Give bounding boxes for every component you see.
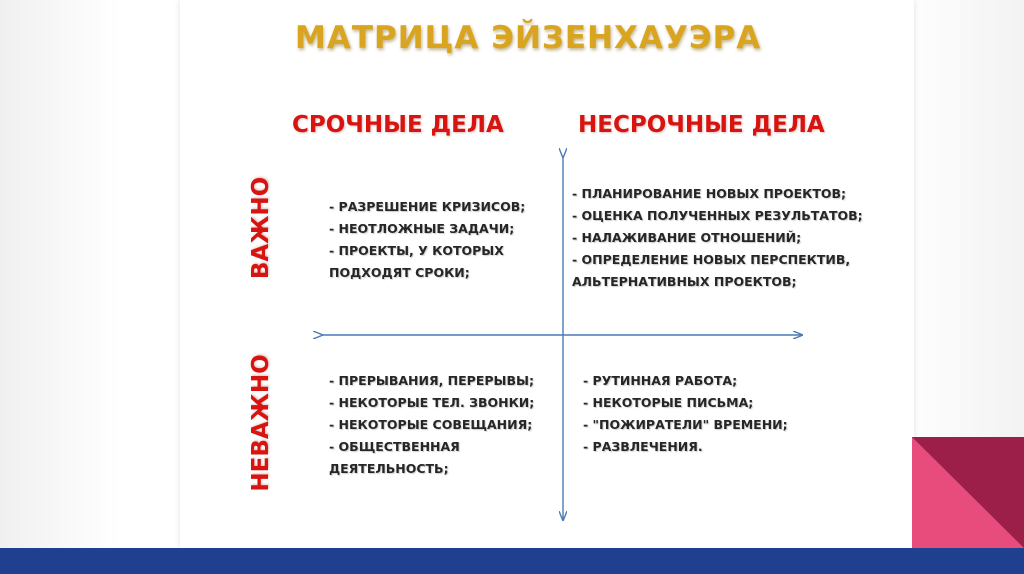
row-header-unimportant: НЕВАЖНО xyxy=(248,354,274,492)
list-item: АЛЬТЕРНАТИВНЫХ ПРОЕКТОВ; xyxy=(572,274,797,289)
list-item: - НЕОТЛОЖНЫЕ ЗАДАЧИ; xyxy=(329,221,515,236)
row-header-important: ВАЖНО xyxy=(248,176,274,280)
list-item: - ОЦЕНКА ПОЛУЧЕННЫХ РЕЗУЛЬТАТОВ; xyxy=(572,208,863,223)
list-item: - НЕКОТОРЫЕ ТЕЛ. ЗВОНКИ; xyxy=(329,395,535,410)
list-item: - "ПОЖИРАТЕЛИ" ВРЕМЕНИ; xyxy=(583,417,788,432)
list-item: - РАЗВЛЕЧЕНИЯ. xyxy=(583,439,703,454)
column-header-nonurgent: НЕСРОЧНЫЕ ДЕЛА xyxy=(578,112,825,138)
list-item: - РАЗРЕШЕНИЕ КРИЗИСОВ; xyxy=(329,199,526,214)
list-item: - НЕКОТОРЫЕ ПИСЬМА; xyxy=(583,395,754,410)
list-item: - ПРОЕКТЫ, У КОТОРЫХ xyxy=(329,243,504,258)
list-item: - НАЛАЖИВАНИЕ ОТНОШЕНИЙ; xyxy=(572,230,802,245)
list-item: - ПРЕРЫВАНИЯ, ПЕРЕРЫВЫ; xyxy=(329,373,534,388)
list-item: - НЕКОТОРЫЕ СОВЕЩАНИЯ; xyxy=(329,417,533,432)
list-item: - РУТИННАЯ РАБОТА; xyxy=(583,373,738,388)
list-item: - ОПРЕДЕЛЕНИЕ НОВЫХ ПЕРСПЕКТИВ, xyxy=(572,252,851,267)
column-header-urgent: СРОЧНЫЕ ДЕЛА xyxy=(292,112,504,138)
list-item: ПОДХОДЯТ СРОКИ; xyxy=(329,265,470,280)
list-item: - ОБЩЕСТВЕННАЯ xyxy=(329,439,460,454)
slide-title: МАТРИЦА ЭЙЗЕНХАУЭРА xyxy=(295,20,762,56)
footer-bar xyxy=(0,548,1024,574)
list-item: - ПЛАНИРОВАНИЕ НОВЫХ ПРОЕКТОВ; xyxy=(572,186,847,201)
list-item: ДЕЯТЕЛЬНОСТЬ; xyxy=(329,461,449,476)
